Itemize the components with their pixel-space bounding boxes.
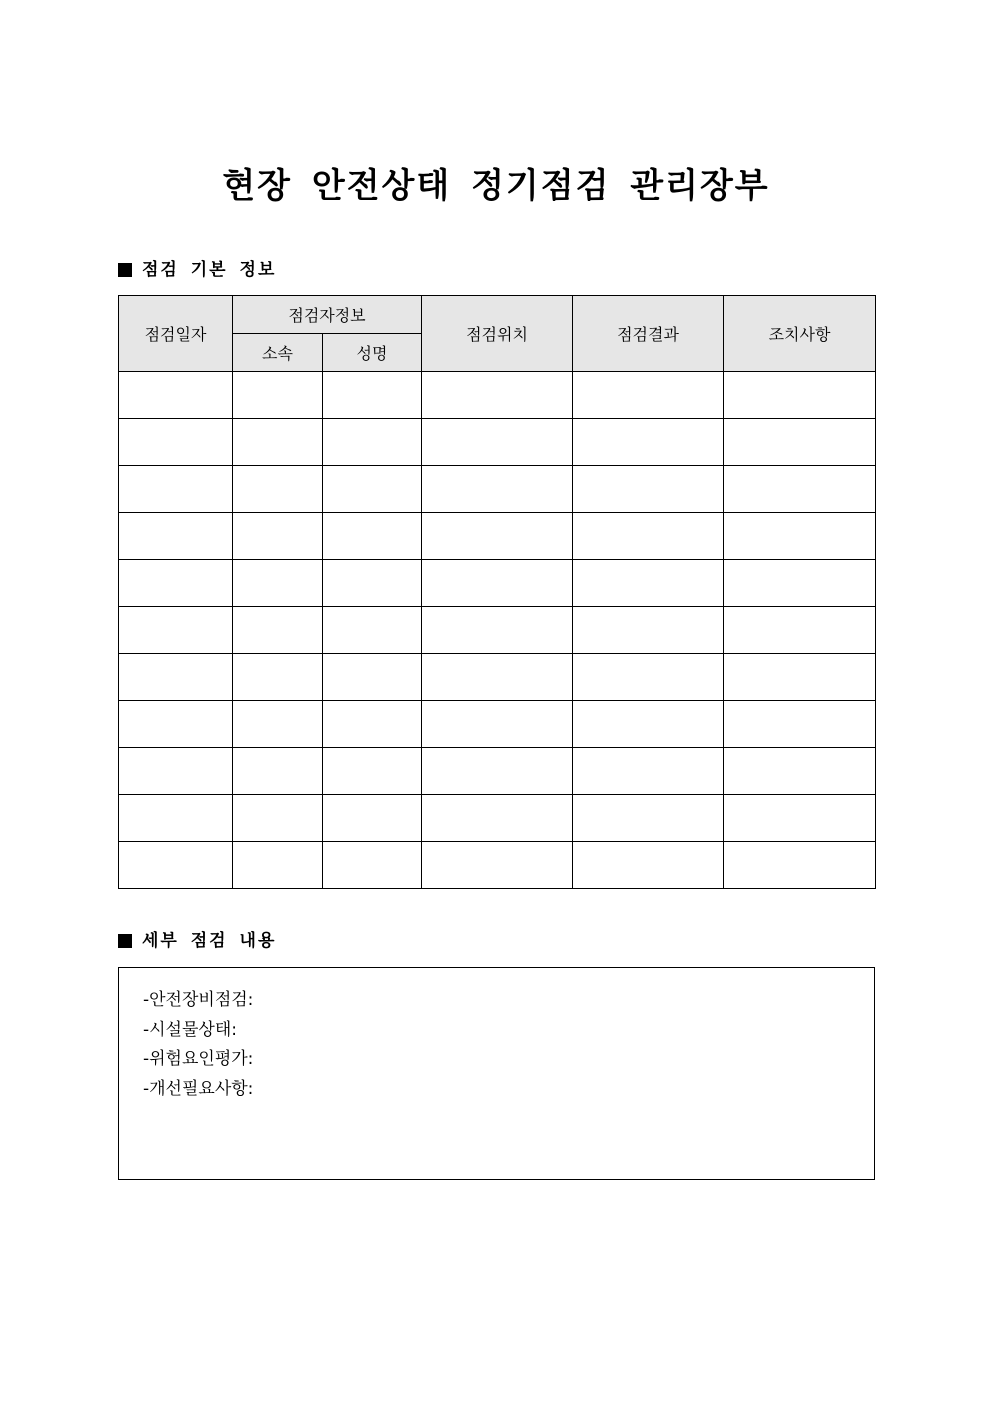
- cell-date[interactable]: [119, 513, 233, 560]
- table-row: [119, 654, 876, 701]
- cell-location[interactable]: [422, 419, 573, 466]
- cell-result[interactable]: [573, 513, 724, 560]
- cell-affiliation[interactable]: [233, 466, 323, 513]
- table-row: [119, 795, 876, 842]
- header-affiliation: 소속: [233, 334, 323, 372]
- cell-name[interactable]: [323, 748, 422, 795]
- cell-action[interactable]: [724, 560, 876, 607]
- cell-result[interactable]: [573, 560, 724, 607]
- details-list: [143, 986, 253, 1104]
- cell-date[interactable]: [119, 372, 233, 419]
- cell-affiliation[interactable]: [233, 701, 323, 748]
- header-inspection-result: 점검결과: [573, 296, 724, 372]
- cell-name[interactable]: [323, 842, 422, 889]
- cell-name[interactable]: [323, 419, 422, 466]
- cell-name[interactable]: [323, 466, 422, 513]
- details-item: -안전장비점검:: [143, 990, 254, 1010]
- cell-location[interactable]: [422, 466, 573, 513]
- table-row: [119, 419, 876, 466]
- cell-action[interactable]: [724, 842, 876, 889]
- cell-action[interactable]: [724, 748, 876, 795]
- cell-affiliation[interactable]: [233, 372, 323, 419]
- table-row: [119, 607, 876, 654]
- cell-date[interactable]: [119, 419, 233, 466]
- cell-date[interactable]: [119, 654, 233, 701]
- table-row: [119, 372, 876, 419]
- table-row: [119, 842, 876, 889]
- cell-name[interactable]: [323, 607, 422, 654]
- cell-result[interactable]: [573, 842, 724, 889]
- cell-result[interactable]: [573, 419, 724, 466]
- inspection-table-body: [119, 372, 876, 889]
- cell-action[interactable]: [724, 654, 876, 701]
- cell-date[interactable]: [119, 701, 233, 748]
- cell-affiliation[interactable]: [233, 419, 323, 466]
- square-bullet-icon: [118, 263, 132, 277]
- cell-action[interactable]: [724, 701, 876, 748]
- table-row: [119, 748, 876, 795]
- cell-action[interactable]: [724, 419, 876, 466]
- cell-location[interactable]: [422, 701, 573, 748]
- header-name: 성명: [323, 334, 422, 372]
- cell-location[interactable]: [422, 607, 573, 654]
- table-row: [119, 513, 876, 560]
- cell-location[interactable]: [422, 513, 573, 560]
- table-row: [119, 560, 876, 607]
- cell-location[interactable]: [422, 842, 573, 889]
- section-heading-basic-info: [118, 258, 276, 282]
- cell-action[interactable]: [724, 607, 876, 654]
- cell-name[interactable]: [323, 372, 422, 419]
- cell-name[interactable]: [323, 513, 422, 560]
- header-inspection-location: 점검위치: [422, 296, 573, 372]
- details-item: -위험요인평가:: [143, 1049, 254, 1069]
- cell-result[interactable]: [573, 701, 724, 748]
- cell-action[interactable]: [724, 513, 876, 560]
- details-item: -시설물상태:: [143, 1019, 237, 1040]
- header-action-taken: 조치사항: [724, 296, 876, 372]
- page-title: 현장 안전상태 정기점검 관리장부: [222, 166, 770, 206]
- cell-affiliation[interactable]: [233, 513, 323, 560]
- cell-affiliation[interactable]: [233, 795, 323, 842]
- cell-name[interactable]: [323, 795, 422, 842]
- cell-date[interactable]: [119, 842, 233, 889]
- cell-date[interactable]: [119, 748, 233, 795]
- inspection-table: [118, 295, 876, 889]
- cell-date[interactable]: [119, 560, 233, 607]
- cell-affiliation[interactable]: [233, 842, 323, 889]
- cell-action[interactable]: [724, 466, 876, 513]
- cell-location[interactable]: [422, 372, 573, 419]
- cell-result[interactable]: [573, 466, 724, 513]
- cell-action[interactable]: [724, 372, 876, 419]
- cell-location[interactable]: [422, 654, 573, 701]
- cell-affiliation[interactable]: [233, 654, 323, 701]
- section-heading-label: 세부 점검 내용: [142, 931, 277, 951]
- cell-location[interactable]: [422, 795, 573, 842]
- cell-name[interactable]: [323, 654, 422, 701]
- cell-result[interactable]: [573, 607, 724, 654]
- cell-date[interactable]: [119, 795, 233, 842]
- section-heading-details: [118, 929, 276, 953]
- table-row: [119, 701, 876, 748]
- cell-location[interactable]: [422, 748, 573, 795]
- cell-result[interactable]: [573, 654, 724, 701]
- cell-location[interactable]: [422, 560, 573, 607]
- table-row: [119, 466, 876, 513]
- header-inspection-date: 점검일자: [119, 296, 233, 372]
- header-inspector-info: 점검자정보: [233, 296, 422, 334]
- cell-affiliation[interactable]: [233, 748, 323, 795]
- cell-affiliation[interactable]: [233, 607, 323, 654]
- cell-affiliation[interactable]: [233, 560, 323, 607]
- details-item: -개선필요사항:: [143, 1078, 254, 1099]
- cell-result[interactable]: [573, 795, 724, 842]
- square-bullet-icon: [118, 934, 132, 948]
- cell-result[interactable]: [573, 372, 724, 419]
- cell-action[interactable]: [724, 795, 876, 842]
- section-heading-label: 점검 기본 정보: [142, 260, 277, 280]
- cell-name[interactable]: [323, 560, 422, 607]
- cell-date[interactable]: [119, 466, 233, 513]
- details-box[interactable]: [118, 967, 875, 1180]
- cell-result[interactable]: [573, 748, 724, 795]
- cell-name[interactable]: [323, 701, 422, 748]
- cell-date[interactable]: [119, 607, 233, 654]
